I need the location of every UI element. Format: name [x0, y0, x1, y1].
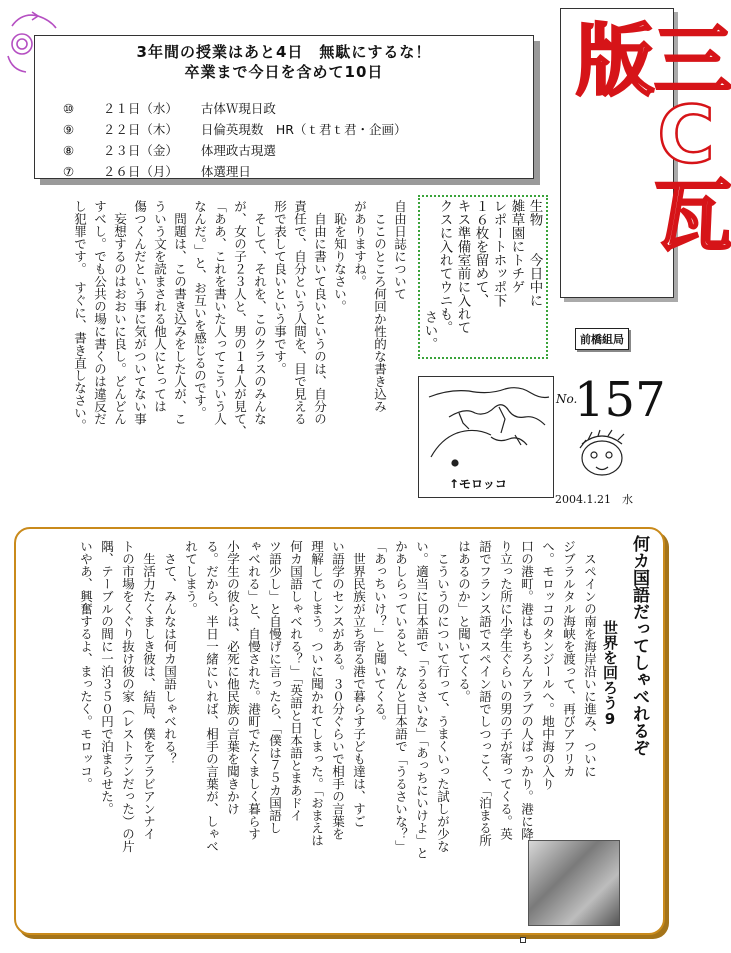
- schedule-headline-2: 卒業まで今日を含めて10日: [184, 63, 384, 81]
- diary-col: 形で表して良いという事です。: [272, 200, 288, 375]
- diary-col: 妄想するのはおおいに良し。どんどん: [112, 200, 128, 425]
- street-photo: [528, 840, 620, 926]
- travel-col: い語学のセンスがある。３０分ぐらいで相手の言葉を: [330, 540, 346, 840]
- diary-col: なんだ。」と、お互いを感じるのです。: [192, 200, 208, 419]
- travel-col: 隅、テーブルの間に一泊３５０円で泊まらせた。: [99, 540, 115, 815]
- diary-col: 「ああ、これを書いた人ってこういう人: [212, 200, 228, 425]
- travel-col: スペインの南を海岸沿いに進み、ついに: [582, 540, 598, 778]
- biology-col: レポートホッポ下: [490, 199, 507, 307]
- travel-col: さて、みんなは何カ国語しゃべれる？: [162, 540, 178, 765]
- travel-col: 何カ国語しゃべれる？」「英語と日本語とまあドイ: [288, 540, 304, 822]
- map-label: ↑モロッコ: [449, 477, 507, 491]
- schedule-date: ２１日（水）: [102, 101, 178, 116]
- travel-col: ツ語少し」と自慢げに言ったら、「僕は７５カ国語し: [267, 540, 283, 834]
- diary-col: 責任で、自分という人間を、目で見える: [292, 200, 308, 425]
- biology-col: さい。: [421, 310, 438, 351]
- schedule-num: ⑧: [62, 143, 75, 158]
- diary-col: ここのところ何回か性的な書き込み: [372, 200, 388, 413]
- schedule-date: ２３日（金）: [102, 143, 178, 158]
- travel-col: い。適当に日本語で「うるさいな」「あっちにいけよ」と: [414, 540, 430, 859]
- publication-date: 2004.1.21 水: [555, 493, 633, 506]
- issue-number: 157: [574, 372, 666, 428]
- travel-col: はあるのか」と聞いてくる。: [456, 540, 472, 703]
- schedule-date: ２２日（木）: [102, 122, 178, 137]
- page-marker-dot: [520, 937, 526, 943]
- biology-col: 雑草園にトチゲ: [508, 199, 525, 294]
- diary-col: そして、それを、このクラスのみんな: [252, 200, 268, 425]
- schedule-num: ⑦: [62, 164, 75, 179]
- masthead-title: 三C瓦版: [563, 19, 731, 247]
- diary-col: 自由日誌について: [392, 200, 408, 300]
- diary-col: し犯罪です。 すぐに、書き直しなさい。: [72, 200, 88, 432]
- travel-col: 「あっちいけ？」と聞いてくる。: [372, 540, 388, 728]
- biology-col: 生物 今日中に: [526, 199, 543, 307]
- travel-col: る。だから、半日一緒にいれば、相手の言葉が、しゃべ: [204, 540, 220, 853]
- editor-label: 前橋組局: [575, 328, 629, 350]
- travel-col: こういうのについて行って、うまくいった試しが少な: [435, 540, 451, 853]
- schedule-date: ２６日（月）: [102, 164, 178, 179]
- diary-col: 傷つくんだという事に気がついてない事: [132, 200, 148, 425]
- travel-col: れてしまう。: [183, 540, 199, 615]
- schedule-subjects: 体選理日: [200, 164, 251, 179]
- travel-col: いやあ、興奮するよ、まったく。モロッコ。: [78, 540, 94, 790]
- travel-article-subtitle: 世界を回ろう9: [601, 620, 619, 728]
- biology-col: キス準備室前に入れて: [454, 199, 471, 334]
- travel-col: 世界民族が立ち寄る港で暮らす子ども達は、すご: [351, 540, 367, 828]
- schedule-subjects: 日倫英現数 HR（ｔ君ｔ君・企画）: [200, 122, 407, 137]
- travel-article-title: 何カ国語だってしゃべれるぞ: [629, 535, 649, 756]
- schedule-headline-1: 3年間の授業はあと4日 無駄にするな！: [136, 43, 432, 61]
- travel-col: かあしらっていると、なんと日本語で「うるさいな？」: [393, 540, 409, 853]
- diary-col: ういう文を読まされる他人にとっては: [152, 200, 168, 413]
- schedule-row: [47, 147, 251, 195]
- cartoon-face-drawing: [572, 430, 632, 486]
- biology-col: クスに入れてウニも。: [436, 199, 453, 334]
- diary-col: が、女の子２３人と、男の１４人が見て、: [232, 200, 248, 438]
- travel-col: 理解してしまう。ついに聞かれてしまった。「おまえは: [309, 540, 325, 847]
- travel-col: 小学生の彼らは、必死に他民族の言葉を聞きかけ: [225, 540, 241, 815]
- schedule-num: ⑩: [62, 101, 75, 116]
- diary-col: すべし。でも公共の場に書くのは違反だ: [92, 200, 108, 425]
- diary-col: 問題は、この書き込みをした人が、こ: [172, 200, 188, 425]
- travel-col: り立った所に小学生ぐらいの男の子が寄ってくる。英: [498, 540, 514, 840]
- travel-col: ジブラルタル海峡を渡って、再びアフリカ: [561, 540, 577, 778]
- travel-col: へ。モロッコのタンジールへ。地中海の入り: [540, 540, 556, 790]
- masthead: [560, 8, 731, 298]
- travel-col: トの市場をくぐり抜け彼の家（レストランだった）の片: [120, 540, 136, 853]
- diary-col: がありますね。: [352, 200, 368, 288]
- schedule-box: [34, 35, 534, 179]
- map-box: [418, 376, 554, 498]
- issue-prefix: No.: [556, 392, 578, 406]
- travel-col: 口の港町。港はもちろんアラブの人ばっかり。港に降: [519, 540, 535, 840]
- travel-col: 生活力たくましき彼は、結局、僕をアラビアンナイ: [141, 540, 157, 840]
- biology-col: １６枚を留めて、: [472, 199, 489, 307]
- schedule-num: ⑨: [62, 122, 75, 137]
- travel-col: 語でフランス語でスペイン語でしつっこく、「泊まる所: [477, 540, 493, 847]
- schedule-subjects: 古体Ｗ現日政: [200, 101, 276, 116]
- schedule-subjects: 体理政古現選: [200, 143, 276, 158]
- diary-col: 自由に書いて良いというのは、自分の: [312, 200, 328, 425]
- travel-col: ゃべれる」と、自慢された。港町でたくましく暮らす: [246, 540, 262, 840]
- diary-col: 恥を知りなさい。: [332, 200, 348, 313]
